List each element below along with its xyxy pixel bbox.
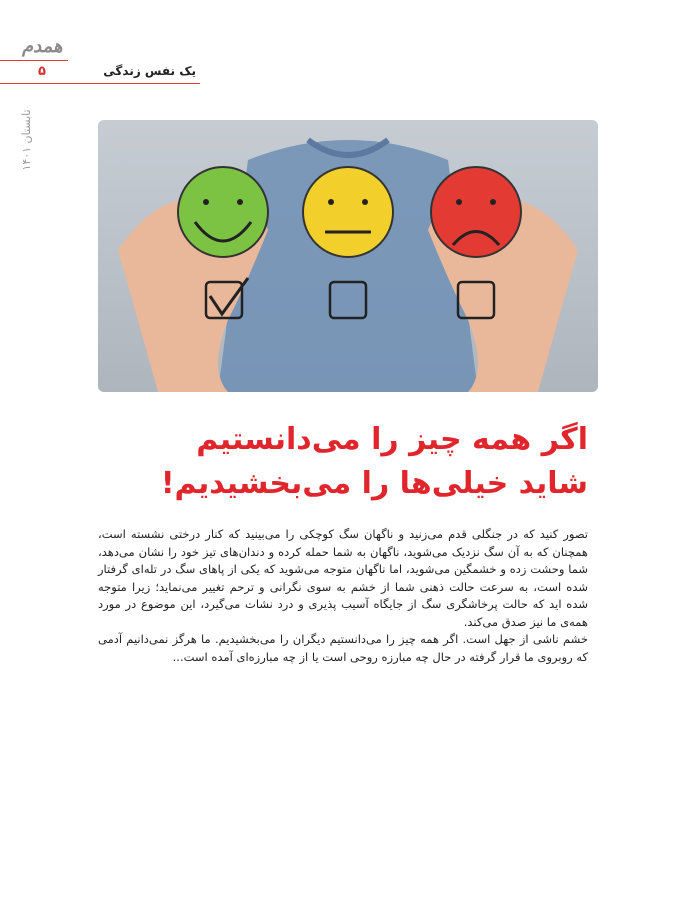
neutral-face-icon — [303, 167, 393, 257]
header-rule-section — [68, 83, 200, 84]
article-title-line-2: شاید خیلی‌ها را می‌بخشیدیم! — [160, 466, 588, 501]
happy-face-icon — [178, 167, 268, 257]
header-rule-top — [0, 60, 68, 61]
article-paragraph-2: خشم ناشی از جهل است. اگر همه چیز را می‌دانستیم دیگران را می‌بخشیدیم. ما هرگز نمی‌دانیم آدمی که روبروی ما قرار گرفته در حال چه مبارزه روحی است یا از چه مبارزه‌ای آمده است... — [98, 632, 588, 664]
emoji-feedback-illustration — [98, 120, 598, 392]
article-title — [98, 418, 588, 506]
article-paragraph-1: تصور کنید که در جنگلی قدم می‌زنید و ناگهان سگ کوچکی را می‌بینید که کنار درختی نشسته است، همچنان که به آن سگ نزدیک می‌شوید، ناگهان به شما حمله کرده و دندان‌های تیز خود را نشان می‌دهد، شما وحشت زده و خشمگین می‌شوید، اما ناگهان متوجه می‌شوید که یکی از پاهای سگ در تله‌ای گرفتار شده است، به سرعت حالت ذهنی شما از خشم به سوی نگرانی و ترحم تغییر می‌نماید؛ زیرا متوجه شده اید که حالت پرخاشگری سگ از جایگاه آسیب پذیری و درد نشات می‌گیرد، این موضوع در مورد همه‌ی ما نیز صدق می‌کند. — [98, 527, 588, 629]
section-title: یک نفس زندگی — [103, 64, 196, 78]
article-title-line-1: اگر همه چیز را می‌دانستیم — [196, 422, 588, 457]
header-rule-left — [0, 83, 68, 84]
page-number: ۵ — [38, 64, 46, 79]
magazine-logo: همدم — [22, 36, 63, 57]
season-label: تابستان ۱۴۰۱ — [20, 109, 33, 171]
article-photo — [98, 120, 598, 392]
article-body — [98, 526, 588, 666]
sad-face-icon — [431, 167, 521, 257]
